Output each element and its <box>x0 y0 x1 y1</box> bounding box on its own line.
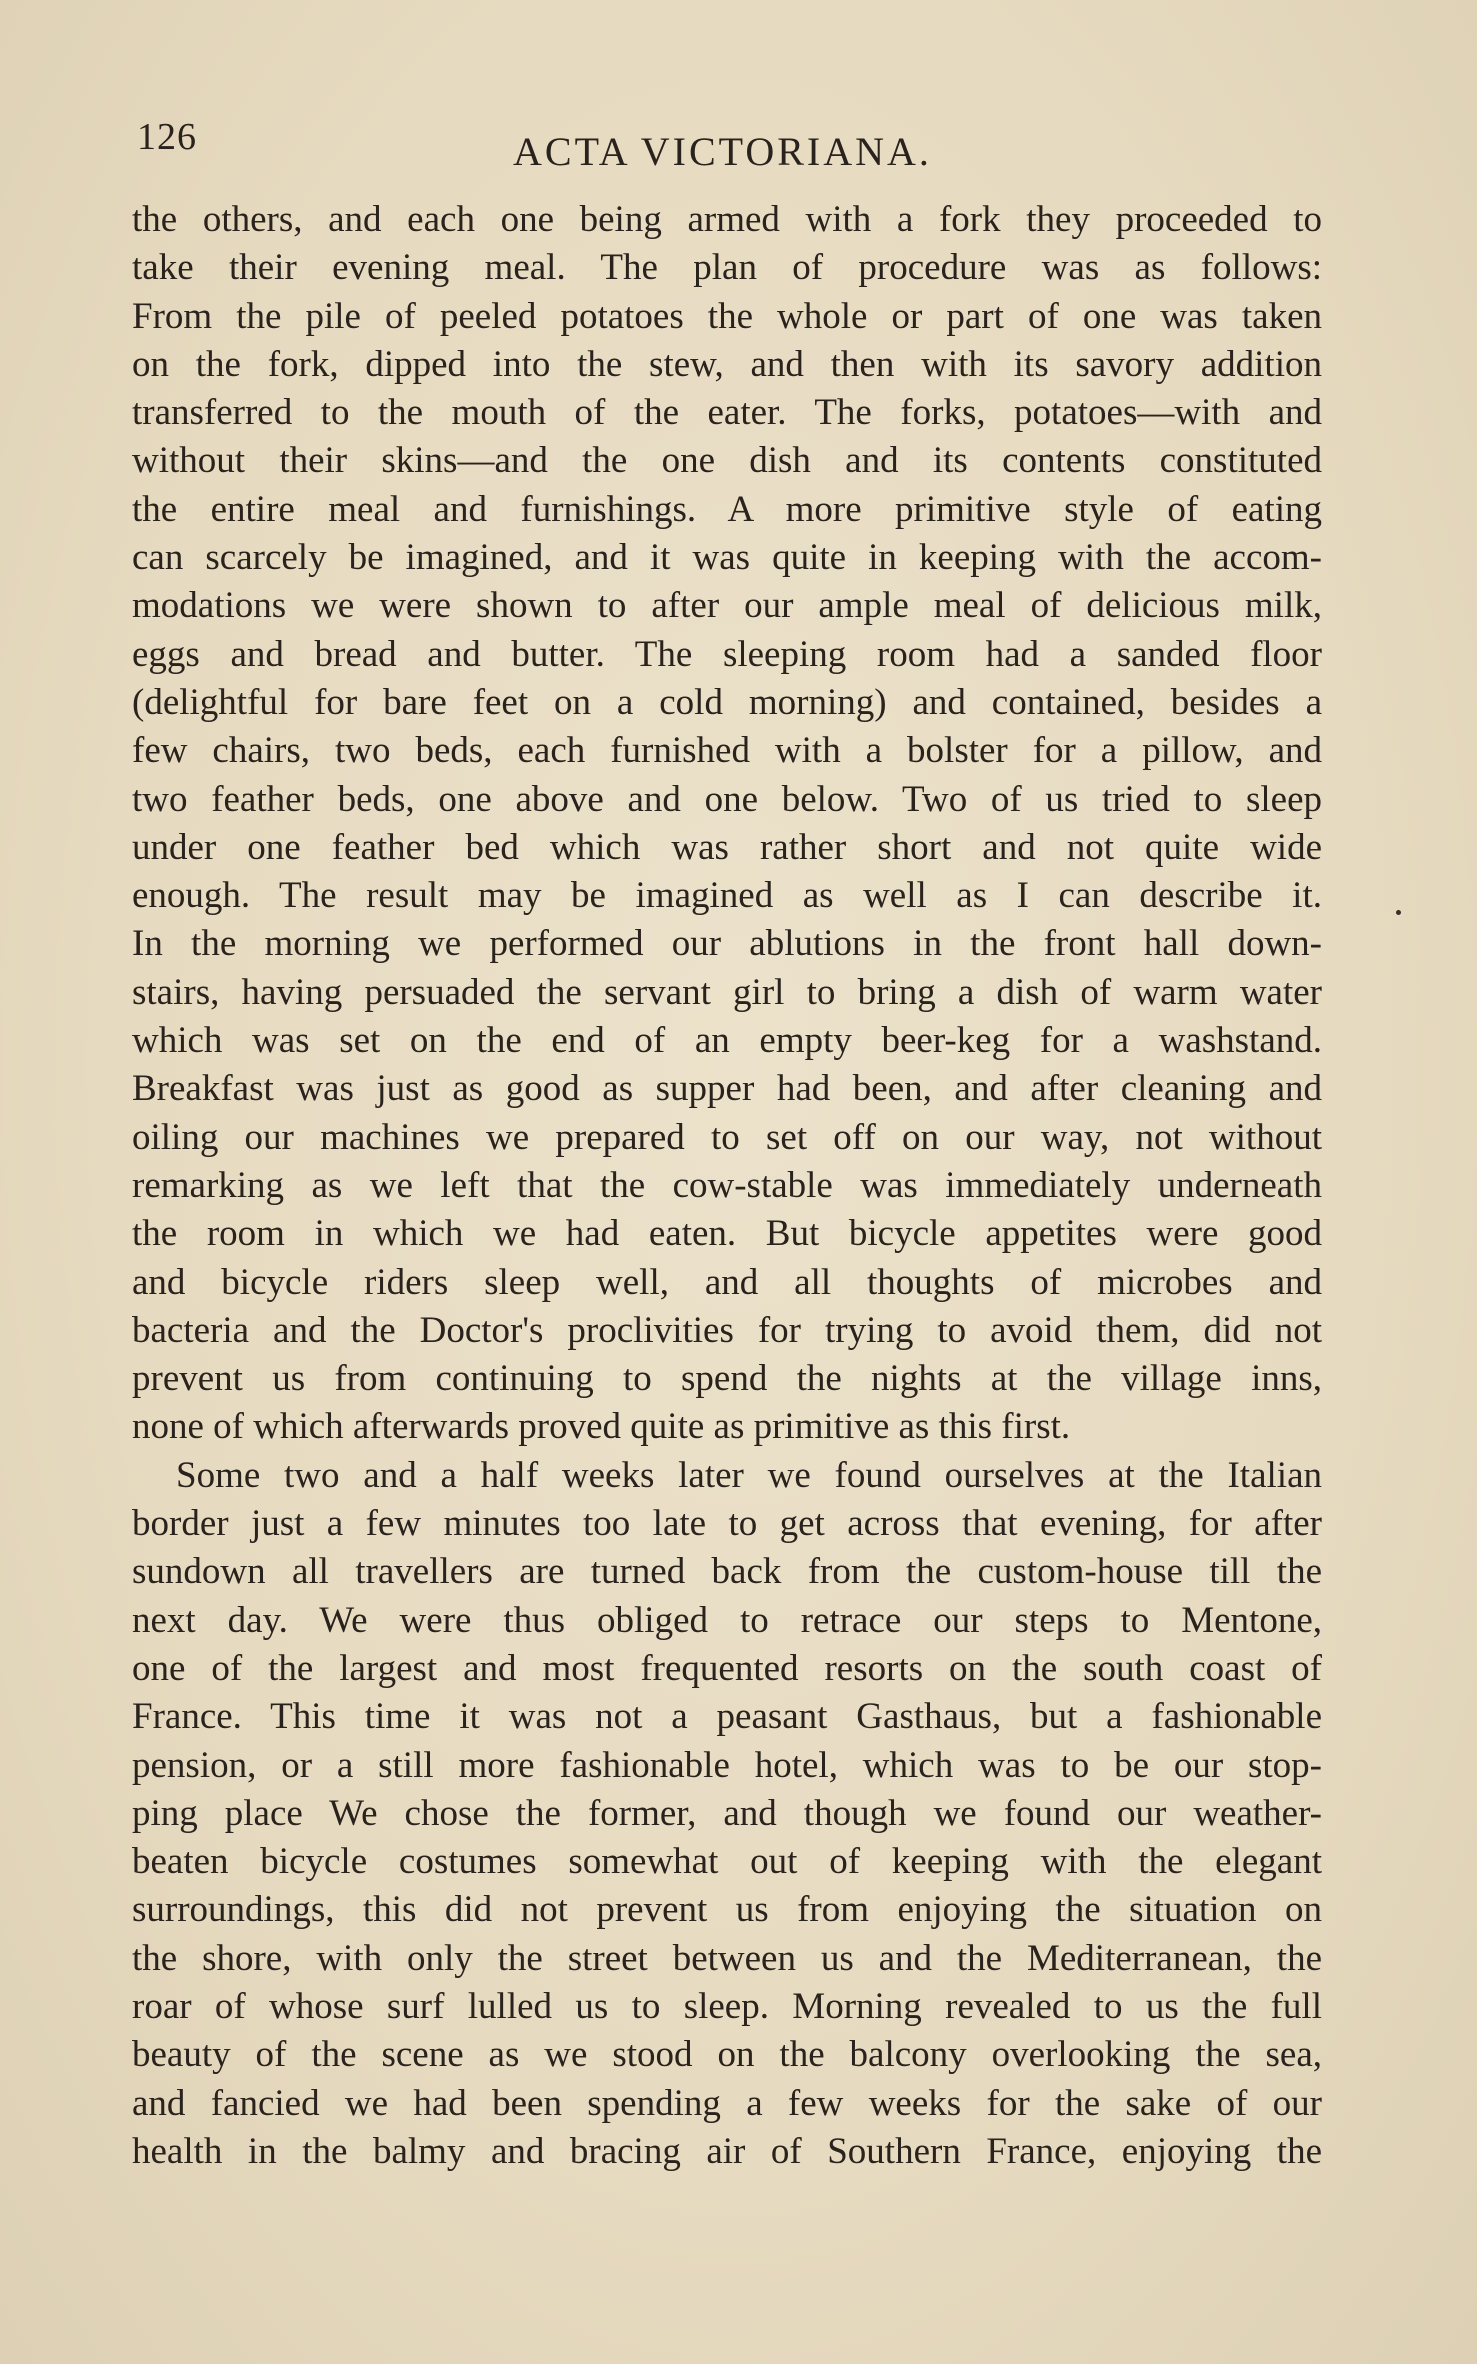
text-line: the room in which we had eaten. But bicycle appetites were good <box>132 1213 1322 1255</box>
text-line: on the fork, dipped into the stew, and then with its savory addition <box>132 343 1322 385</box>
text-line: few chairs, two beds, each furnished with a bolster for a pillow, and <box>132 730 1322 772</box>
text-line: modations we were shown to after our ample meal of delicious milk, <box>132 585 1322 627</box>
text-line: the entire meal and furnishings. A more primitive style of eating <box>132 488 1322 530</box>
text-line: pension, or a still more fashionable hotel, which was to be our stop- <box>132 1744 1322 1786</box>
text-line: surroundings, this did not prevent us from enjoying the situation on <box>132 1889 1322 1931</box>
ink-speck <box>1396 910 1401 915</box>
text-line: take their evening meal. The plan of procedure was as follows: <box>132 247 1322 289</box>
text-line: stairs, having persuaded the servant girl to bring a dish of warm water <box>132 971 1322 1013</box>
text-line: Breakfast was just as good as supper had been, and after cleaning and <box>132 1068 1322 1110</box>
text-line: ping place We chose the former, and though we found our weather- <box>132 1792 1322 1834</box>
text-line: under one feather bed which was rather short and not quite wide <box>132 826 1322 868</box>
text-line: one of the largest and most frequented resorts on the south coast of <box>132 1647 1322 1689</box>
text-line: the others, and each one being armed with a fork they proceeded to <box>132 199 1322 240</box>
text-line: (delightful for bare feet on a cold morning) and contained, besides a <box>132 681 1322 723</box>
text-line: which was set on the end of an empty beer-keg for a washstand. <box>132 1020 1322 1062</box>
text-line: oiling our machines we prepared to set off on our way, not without <box>132 1116 1322 1158</box>
text-line: France. This time it was not a peasant Gasthaus, but a fashionable <box>132 1696 1322 1738</box>
text-line: can scarcely be imagined, and it was quite in keeping with the accom- <box>132 537 1322 579</box>
text-line: In the morning we performed our ablutions in the front hall down- <box>132 923 1322 965</box>
text-line: sundown all travellers are turned back from the custom-house till the <box>132 1551 1322 1593</box>
text-line: eggs and bread and butter. The sleeping room had a sanded floor <box>132 633 1322 675</box>
text-line: the shore, with only the street between us and the Mediterranean, the <box>132 1937 1322 1979</box>
text-line: beauty of the scene as we stood on the balcony overlooking the sea, <box>132 2034 1322 2076</box>
text-line: remarking as we left that the cow-stable was immediately underneath <box>132 1164 1322 1206</box>
text-line: Some two and a half weeks later we found ourselves at the Italian <box>176 1454 1322 1496</box>
page-number: 126 <box>137 116 197 158</box>
body-text <box>132 196 1322 2176</box>
text-line: transferred to the mouth of the eater. The forks, potatoes—with and <box>132 392 1322 434</box>
text-line: prevent us from continuing to spend the nights at the village inns, <box>132 1358 1322 1400</box>
text-line: enough. The result may be imagined as well as I can describe it. <box>132 875 1322 917</box>
text-line: health in the balmy and bracing air of Southern France, enjoying the <box>132 2130 1322 2172</box>
text-line: none of which afterwards proved quite as primitive as this first. <box>132 1406 1071 1448</box>
text-line: and fancied we had been spending a few weeks for the sake of our <box>132 2082 1322 2124</box>
paragraph-1 <box>132 196 1322 1452</box>
paragraph-2 <box>132 1452 1322 2176</box>
text-line: and bicycle riders sleep well, and all thoughts of microbes and <box>132 1261 1322 1303</box>
text-line: beaten bicycle costumes somewhat out of keeping with the elegant <box>132 1841 1322 1883</box>
text-line: From the pile of peeled potatoes the whole or part of one was taken <box>132 295 1322 337</box>
text-line: next day. We were thus obliged to retrace our steps to Mentone, <box>132 1599 1322 1641</box>
text-line: two feather beds, one above and one below. Two of us tried to sleep <box>132 778 1322 820</box>
text-line: without their skins—and the one dish and its contents constituted <box>132 440 1322 482</box>
text-line: border just a few minutes too late to get across that evening, for after <box>132 1503 1322 1545</box>
running-head: ACTA VICTORIANA. <box>513 129 932 174</box>
text-line: roar of whose surf lulled us to sleep. Morning revealed to us the full <box>132 1985 1322 2027</box>
text-line: bacteria and the Doctor's proclivities for trying to avoid them, did not <box>132 1309 1322 1351</box>
